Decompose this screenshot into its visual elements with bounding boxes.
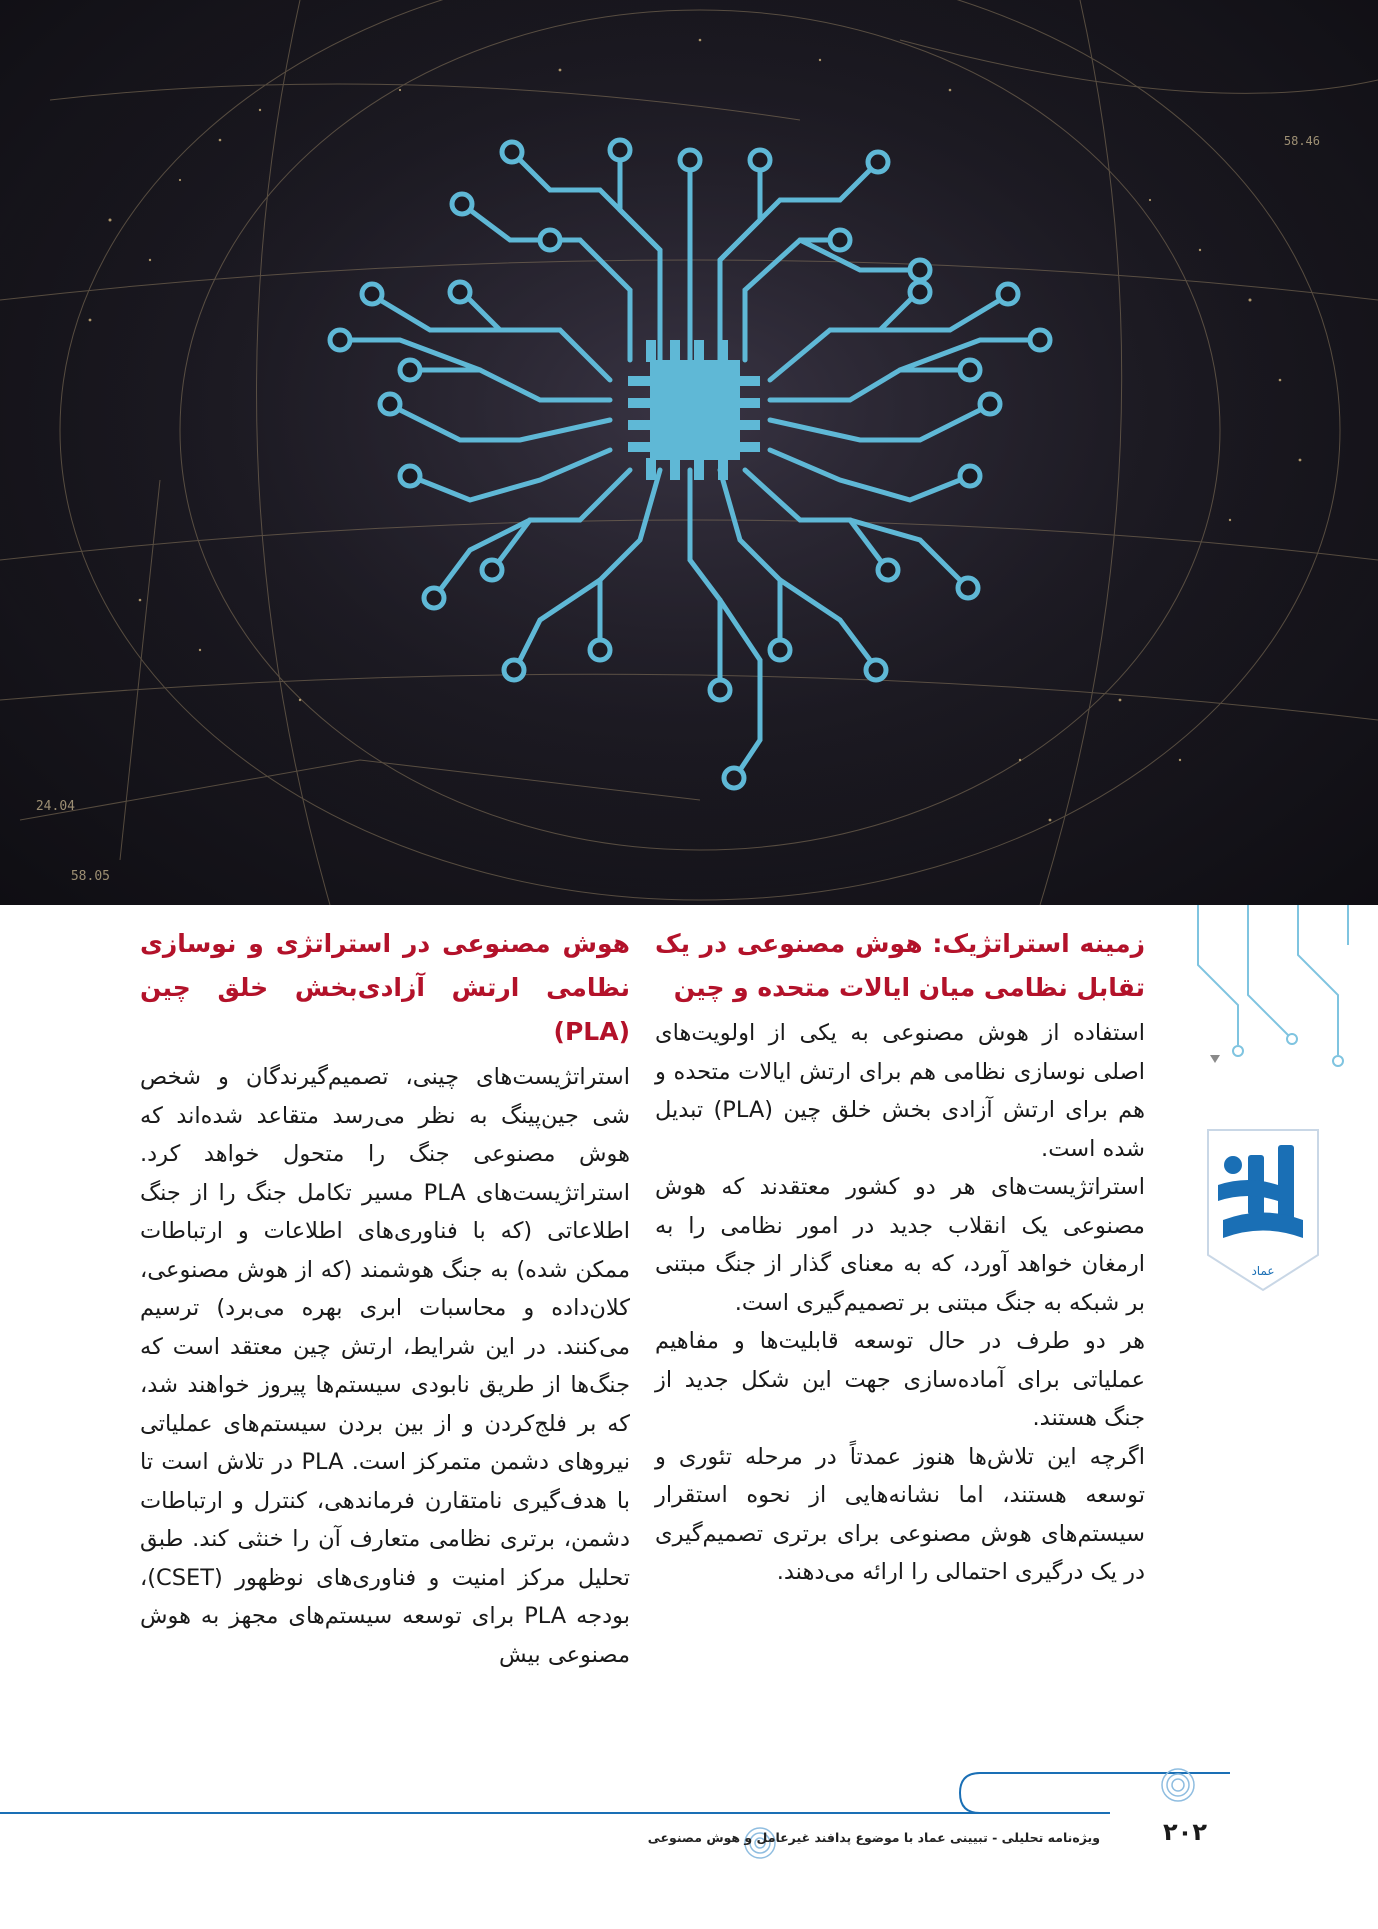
- ai-brain-circuit-graphic: [0, 0, 1378, 905]
- right-paragraph-4: اگرچه این تلاش‌ها هنوز عمدتاً در مرحله تئوری و توسعه هستند، اما نشانه‌هایی از نحوه استقرار سیستم‌های هوش مصنوعی برای برتری تصمیم‌گیری در یک درگیری احتمالی را ارائه می‌دهند.: [655, 1443, 1145, 1585]
- left-paragraph-1: استراتژیست‌های چینی، تصمیم‌گیرندگان و شخص شی جین‌پینگ به نظر می‌رسد متقاعد شده‌اند که هوش مصنوعی جنگ را متحول خواهد کرد. استراتژیست‌های PLA مسیر تکامل جنگ را از جنگ اطلاعاتی (که با فناوری‌های اطلاعات و ارتباطات ممکن شده) به جنگ هوشمند (که از هوش مصنوعی، کلان‌داده و محاسبات ابری بهره می‌برد) ترسیم می‌کنند. در این شرایط، ارتش چین معتقد است که جنگ‌ها از طریق نابودی سیستم‌ها پیروز خواهند شد، که بر فلج‌کردن و از بین بردن سیستم‌های عملیاتی نیروهای دشمن متمرکز است. PLA در تلاش است تا با هدف‌گیری نامتقارن فرماندهی، کنترل و ارتباطات دشمن، برتری نظامی متعارف آن را خنثی کند. طبق تحلیل مرکز امنیت و فناوری‌های نوظهور (CSET)، بودجه PLA برای توسعه سیستم‌های مجهز به هوش مصنوعی بیش: [140, 1064, 631, 1668]
- footer-decoration: [0, 1755, 1378, 1865]
- page-number: ۲۰۲: [1163, 1818, 1207, 1846]
- logo-label: عماد: [1251, 1264, 1275, 1278]
- right-column: [655, 922, 1145, 1592]
- emad-logo: [1198, 1125, 1328, 1295]
- svg-text:24.04: 24.04: [35, 799, 75, 814]
- right-column-heading: زمینه استراتژیک: هوش مصنوعی در یک تقابل نظامی میان ایالات متحده و چین: [655, 929, 1145, 1002]
- left-column: [140, 922, 630, 1674]
- hero-image: [0, 0, 1378, 905]
- right-paragraph-2: استراتژیست‌های هر دو کشور معتقدند که هوش مصنوعی یک انقلاب جدید در امور نظامی را به ارمغان خواهد آورد، که به معنای گذار از جنگ مبتنی بر شبکه به جنگ مبتنی بر تصمیم‌گیری است.: [655, 1174, 1145, 1316]
- right-paragraph-1: استفاده از هوش مصنوعی به یکی از اولویت‌های اصلی نوسازی نظامی هم برای ارتش ایالات متحده و هم برای ارتش آزادی بخش خلق چین (PLA) تبدیل شده است.: [655, 1020, 1145, 1162]
- svg-text:58.46: 58.46: [1283, 134, 1320, 148]
- footer-text: ویژه‌نامه تحلیلی - تبیینی عماد با موضوع پدافند غیرعامل و هوش مصنوعی: [647, 1830, 1100, 1845]
- left-column-heading: هوش مصنوعی در استراتژی و نوسازی نظامی ارتش آزادی‌بخش خلق چین (PLA): [140, 929, 630, 1046]
- svg-text:58.05: 58.05: [70, 869, 110, 884]
- right-paragraph-3: هر دو طرف در حال توسعه قابلیت‌ها و مفاهیم عملیاتی برای آماده‌سازی جهت این شکل جدید از جنگ هستند.: [655, 1328, 1145, 1431]
